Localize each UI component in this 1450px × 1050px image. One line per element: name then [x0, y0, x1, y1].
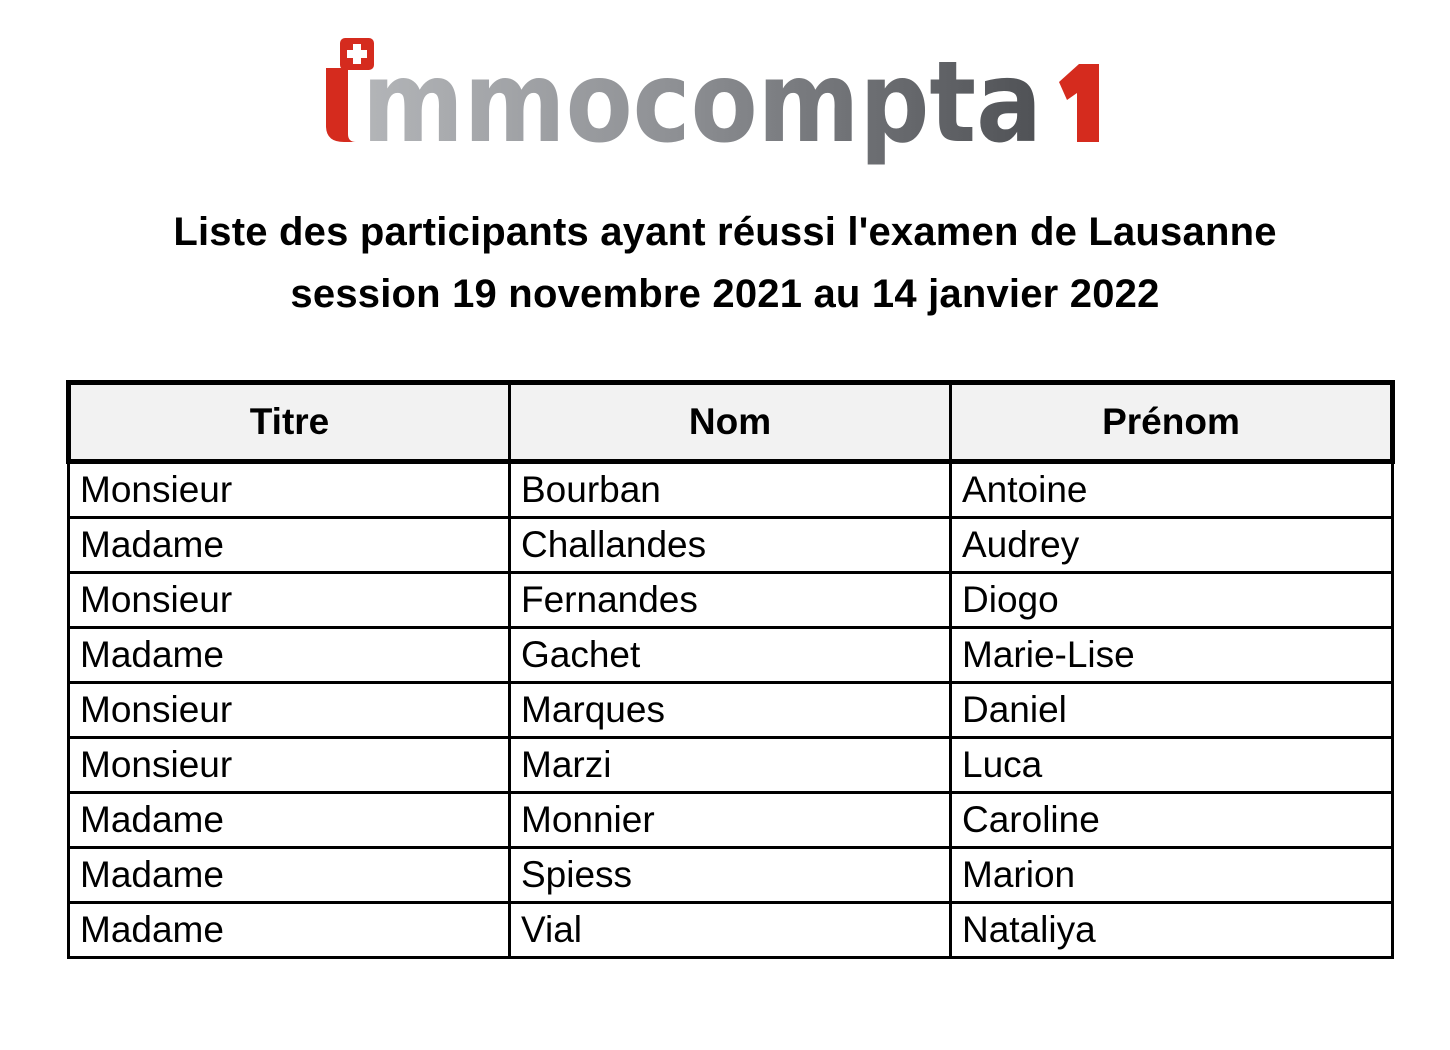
cell-prenom: Caroline	[951, 793, 1393, 848]
cell-nom: Bourban	[510, 462, 951, 518]
table-row	[69, 738, 1393, 793]
cell-titre: Madame	[69, 518, 510, 573]
cell-nom: Vial	[510, 903, 951, 958]
cell-prenom: Diogo	[951, 573, 1393, 628]
participants-table	[66, 380, 1395, 959]
cell-nom: Gachet	[510, 628, 951, 683]
cell-titre: Monsieur	[69, 738, 510, 793]
cell-nom: Marzi	[510, 738, 951, 793]
table-row	[69, 518, 1393, 573]
cell-titre: Madame	[69, 848, 510, 903]
cell-nom: Spiess	[510, 848, 951, 903]
table-row	[69, 793, 1393, 848]
cell-nom: Fernandes	[510, 573, 951, 628]
page-title-line-2: session 19 novembre 2021 au 14 janvier 2022	[290, 272, 1160, 316]
cell-titre: Monsieur	[69, 683, 510, 738]
column-header-titre: Titre	[69, 383, 510, 462]
cell-titre: Madame	[69, 628, 510, 683]
page-title-line-1: Liste des participants ayant réussi l'examen de Lausanne	[173, 210, 1277, 254]
cell-nom: Monnier	[510, 793, 951, 848]
cell-titre: Madame	[69, 903, 510, 958]
table-row	[69, 903, 1393, 958]
table-row	[69, 573, 1393, 628]
cell-titre: Monsieur	[69, 462, 510, 518]
cell-prenom: Daniel	[951, 683, 1393, 738]
cell-nom: Challandes	[510, 518, 951, 573]
table-row	[69, 683, 1393, 738]
cell-prenom: Marion	[951, 848, 1393, 903]
cell-titre: Monsieur	[69, 573, 510, 628]
cell-prenom: Audrey	[951, 518, 1393, 573]
cell-prenom: Marie-Lise	[951, 628, 1393, 683]
table-row	[69, 628, 1393, 683]
immocompta1-logo	[322, 38, 1112, 173]
cell-nom: Marques	[510, 683, 951, 738]
table-header-row	[69, 383, 1393, 462]
cell-prenom: Luca	[951, 738, 1393, 793]
svg-text:mmocompta: mmocompta	[362, 38, 1042, 168]
column-header-nom: Nom	[510, 383, 951, 462]
cell-titre: Madame	[69, 793, 510, 848]
cell-prenom: Nataliya	[951, 903, 1393, 958]
table-row	[69, 462, 1393, 518]
table-row	[69, 848, 1393, 903]
cell-prenom: Antoine	[951, 462, 1393, 518]
column-header-prenom: Prénom	[951, 383, 1393, 462]
